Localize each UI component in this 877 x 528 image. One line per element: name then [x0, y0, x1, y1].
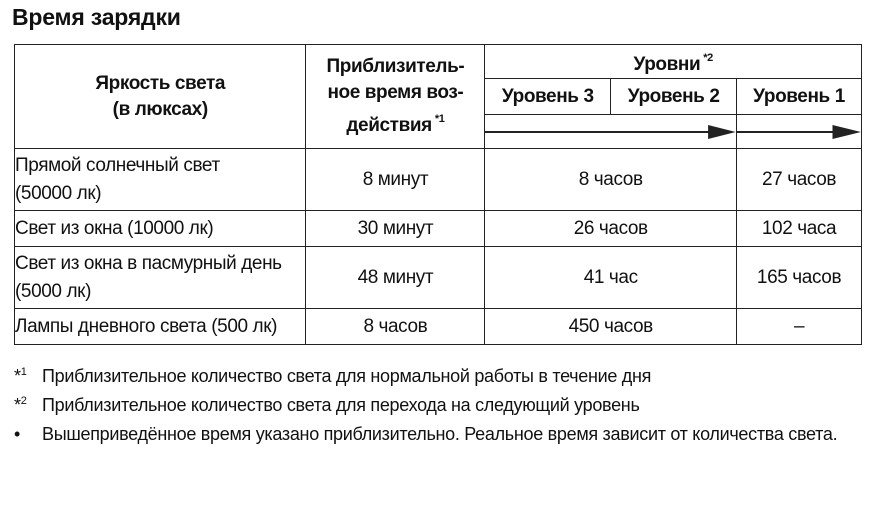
row-label	[15, 149, 306, 211]
right-arrow-icon	[737, 124, 861, 140]
levels-3-2-cell: 26 часов	[485, 211, 737, 247]
row-label	[15, 247, 306, 309]
header-brightness-line1: Яркость света	[95, 72, 226, 94]
table-row	[15, 247, 862, 309]
header-brightness	[15, 45, 306, 149]
approx-time-cell: 8 минут	[306, 149, 485, 211]
header-approx-line1: Приблизитель-	[326, 56, 465, 77]
header-approx-line3-wrap	[306, 106, 484, 139]
table-row	[15, 211, 862, 247]
approx-time-cell: 8 часов	[306, 309, 485, 345]
header-level3: Уровень 3	[485, 79, 611, 115]
right-arrow-icon	[485, 124, 736, 140]
footnote-marker	[14, 395, 42, 416]
footnote-ref-2: *2	[703, 52, 713, 64]
charging-time-table	[14, 44, 862, 345]
row-label-line1: Лампы дневного света (500 лк)	[15, 315, 278, 337]
header-level2: Уровень 2	[611, 79, 737, 115]
row-label-line1: Свет из окна (10000 лк)	[15, 217, 214, 239]
footnote-marker-symbol: *	[14, 366, 21, 386]
note-bullet	[14, 424, 837, 453]
footnote-ref-1: *1	[434, 113, 445, 125]
header-approx-line3: действия	[346, 115, 432, 136]
table-row	[15, 149, 862, 211]
footnote-marker-symbol: *	[14, 395, 21, 415]
note-text: Вышеприведённое время указано приблизительно. Реальное время зависит от количества света.	[42, 424, 838, 444]
page-title: Время зарядки	[12, 4, 181, 30]
table-row	[15, 309, 862, 345]
header-levels-label: Уровни	[633, 54, 701, 75]
bullet-icon: •	[14, 424, 21, 444]
row-label	[15, 211, 306, 247]
levels-3-2-cell: 41 час	[485, 247, 737, 309]
footnote-marker	[14, 366, 42, 387]
approx-time-cell: 48 минут	[306, 247, 485, 309]
footnote-marker-number: 1	[20, 366, 27, 378]
row-label-line1: Свет из окна в пасмурный день	[15, 252, 282, 274]
arrow-level1	[737, 115, 862, 149]
header-levels	[485, 45, 862, 79]
row-label-line2: (50000 лк)	[15, 182, 102, 204]
level-1-cell: 102 часа	[737, 211, 862, 247]
footnote-marker-number: 2	[20, 395, 27, 407]
header-level1: Уровень 1	[737, 79, 862, 115]
footnote-text: Приблизительное количество света для перехода на следующий уровень	[42, 395, 640, 415]
bullet-marker	[14, 424, 42, 445]
header-approx-time	[306, 45, 485, 149]
levels-3-2-cell: 450 часов	[485, 309, 737, 345]
arrow-level3-to-level2	[485, 115, 737, 149]
levels-3-2-cell: 8 часов	[485, 149, 737, 211]
level-1-cell: 27 часов	[737, 149, 862, 211]
approx-time-cell: 30 минут	[306, 211, 485, 247]
level-1-cell: –	[737, 309, 862, 345]
table-header-row	[15, 45, 862, 79]
row-label-line2: (5000 лк)	[15, 280, 91, 302]
level-1-cell: 165 часов	[737, 247, 862, 309]
footnote-2	[14, 395, 837, 424]
header-brightness-line2: (в люксах)	[112, 98, 208, 120]
row-label-line1: Прямой солнечный свет	[15, 154, 220, 176]
footnote-text: Приблизительное количество света для нормальной работы в течение дня	[42, 366, 652, 386]
header-approx-line2: ное время воз-	[327, 82, 464, 103]
row-label	[15, 309, 306, 345]
footnotes	[14, 366, 837, 453]
footnote-1	[14, 366, 837, 395]
